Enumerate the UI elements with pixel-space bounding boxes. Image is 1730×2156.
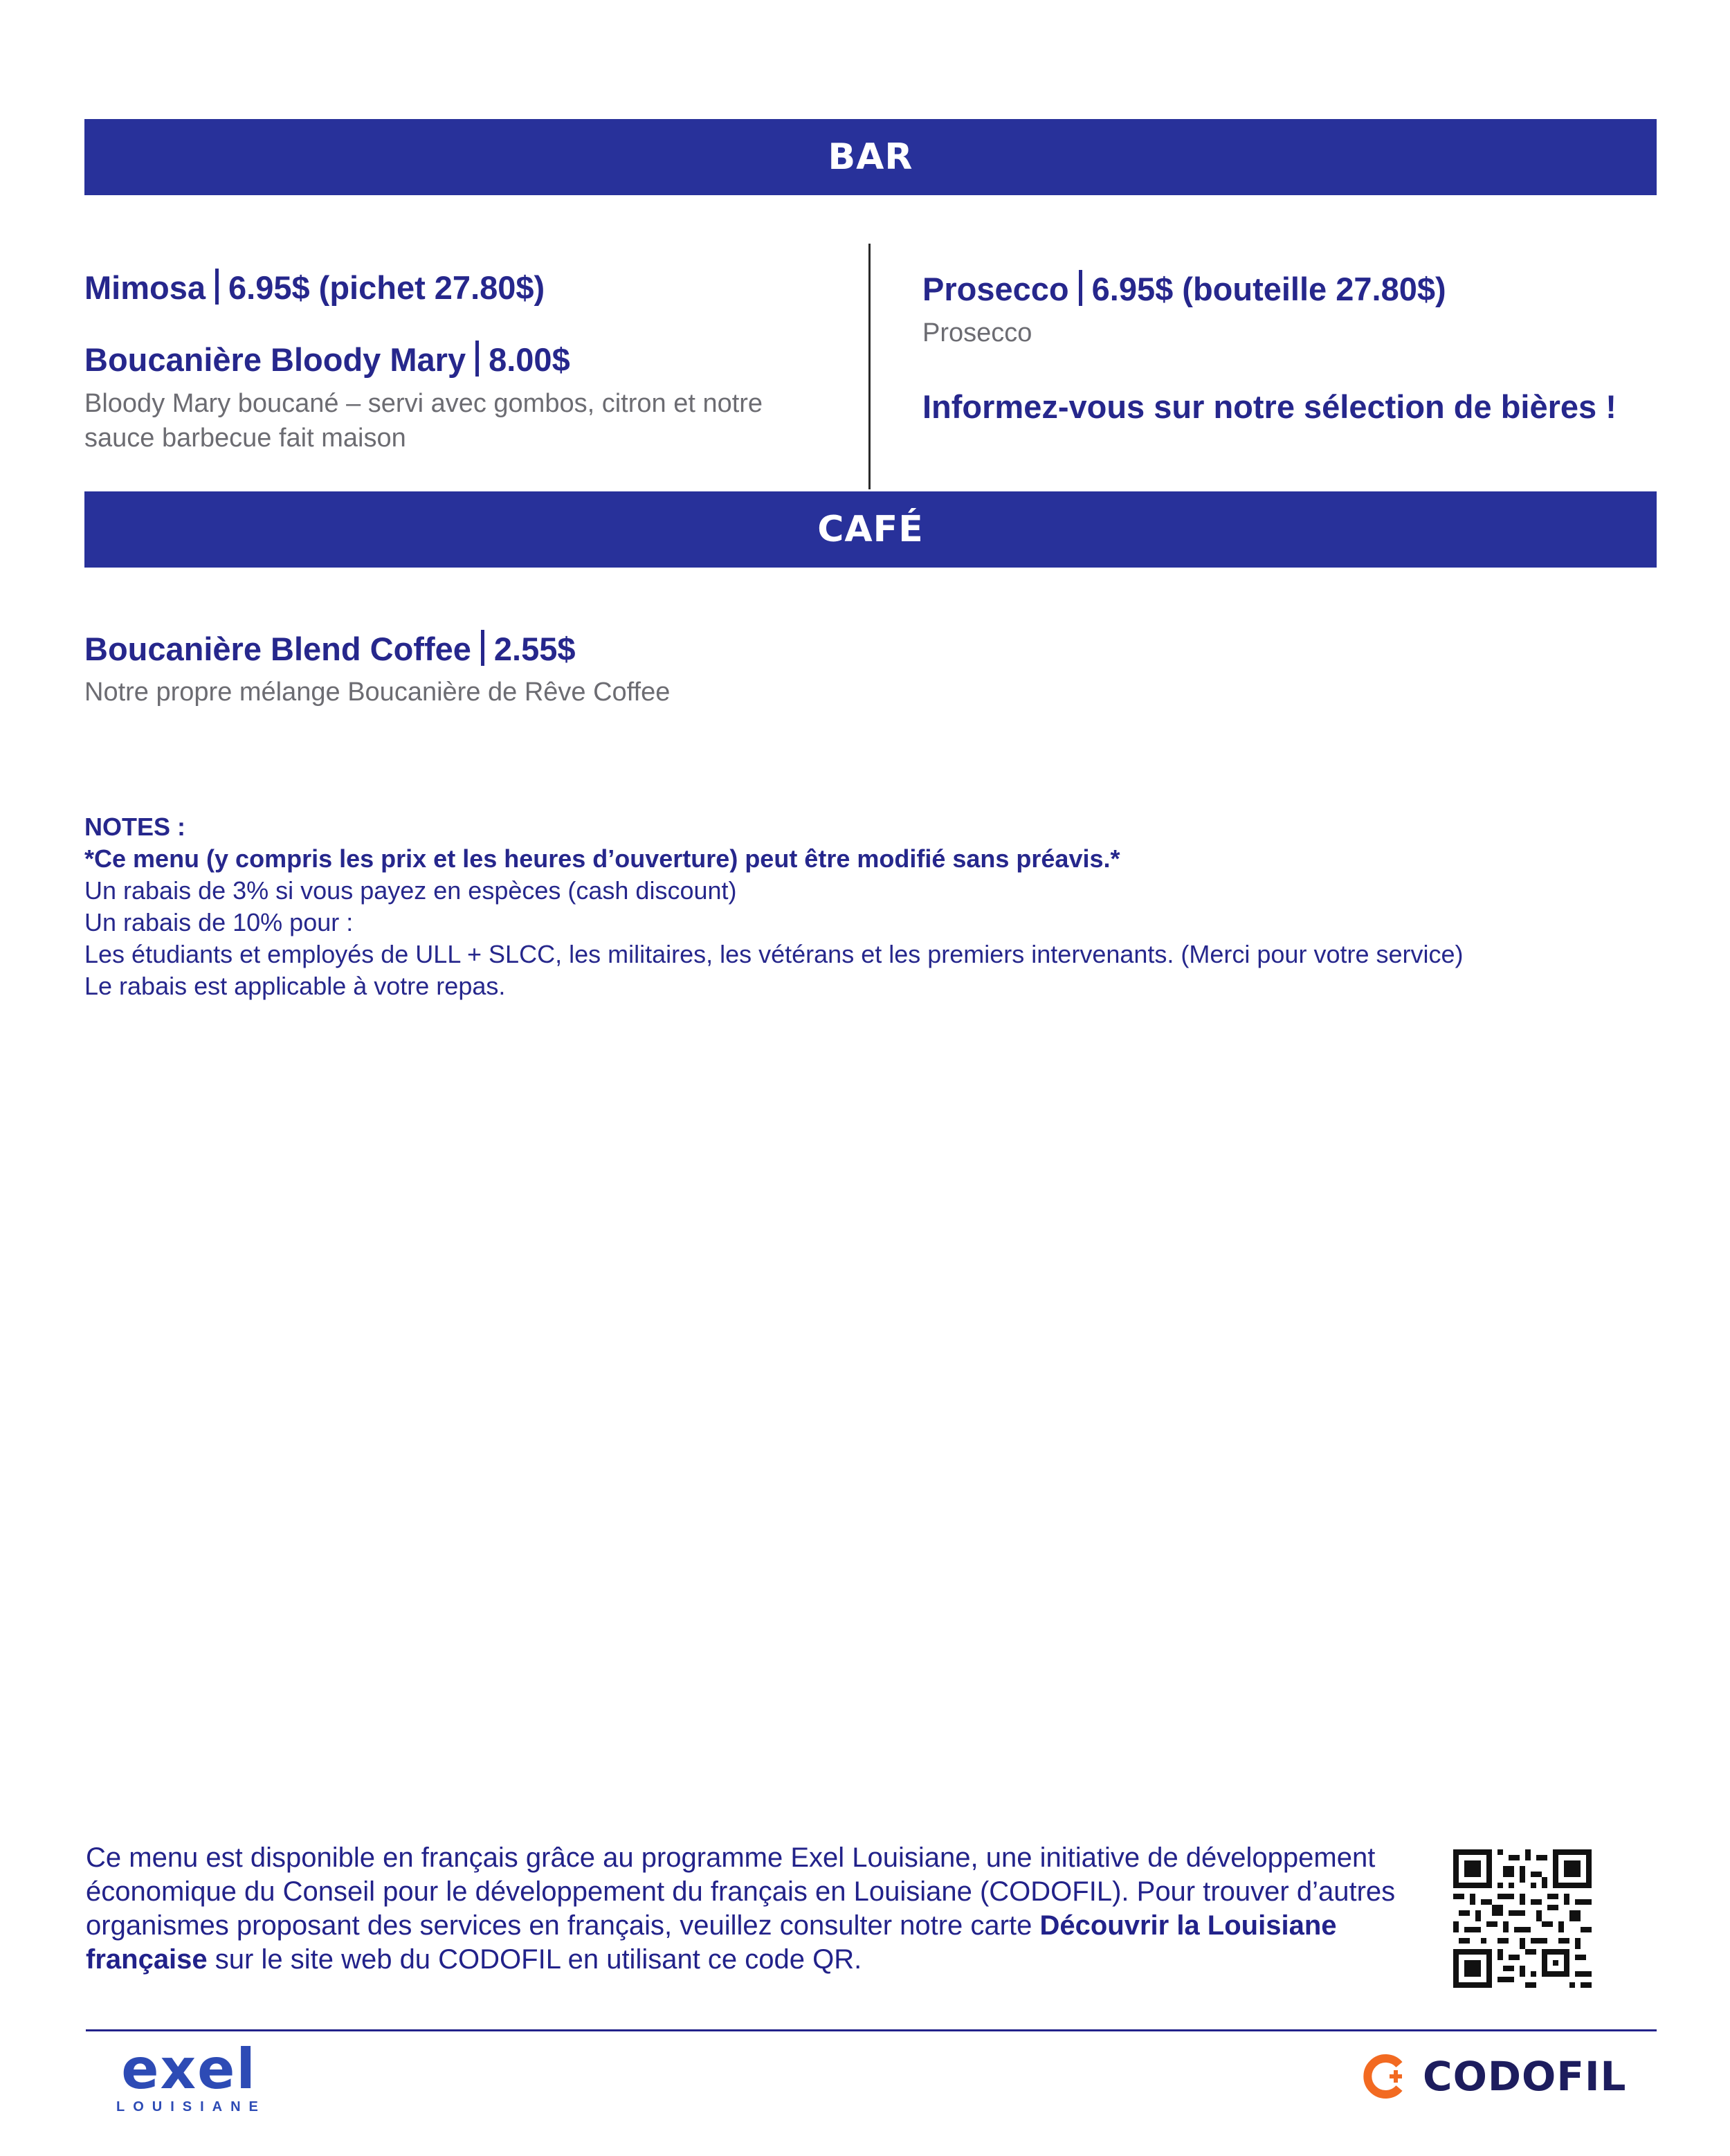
bloody-mary-name: Boucanière Bloody Mary [84,341,466,378]
notes-line: Un rabais de 3% si vous payez en espèces (cash discount) [84,876,737,905]
notes-line: Un rabais de 10% pour : [84,908,354,936]
footer-paragraph [86,1841,1428,1977]
qr-code-icon[interactable] [1453,1849,1592,1988]
codofil-emblem-icon [1363,2052,1412,2101]
footer-text-part: Ce menu est disponible en français grâce au programme Exel Louisiane, une initiative de développement économique du Conseil pour le développement du français en Louisiane (CODOFIL). Pour trouver d’autres organismes proposant des services en français, veuillez consulter notre carte [86,1842,1396,1941]
cafe-section-header: CAFÉ [84,491,1657,568]
map-link-text: Découvrir la Louisiane française [86,1910,1337,1975]
separator [1079,270,1082,306]
codofil-logo [1363,2049,1626,2104]
separator [215,269,219,305]
coffee-title [84,630,576,668]
exel-logo [116,2037,266,2115]
coffee-description: Notre propre mélange Boucanière de Rêve Coffee [84,678,671,707]
notes-title: NOTES : [84,813,186,841]
prosecco-price: 6.95$ (bouteille 27.80$) [1091,271,1446,307]
bloody-mary-price: 8.00$ [489,341,570,378]
mimosa-title [84,269,545,307]
mimosa-price: 6.95$ (pichet 27.80$) [228,269,545,306]
separator [475,341,479,377]
exel-logo-text: exel [121,2037,257,2101]
prosecco-name: Prosecco [922,271,1069,307]
notes-warning: *Ce menu (y compris les prix et les heures d’ouverture) peut être modifié sans préavis.* [84,844,1120,873]
coffee-price: 2.55$ [493,631,576,667]
prosecco-title [922,270,1446,308]
column-divider [868,244,871,489]
exel-logo-subtitle: LOUISIANE [116,2099,266,2114]
bloody-mary-title [84,341,570,379]
footer-text-part: sur le site web du CODOFIL en utilisant ce code QR. [207,1944,862,1975]
prosecco-description: Prosecco [922,318,1032,347]
bloody-mary-description: Bloody Mary boucané – servi avec gombos, citron et notre sauce barbecue fait maison [84,389,763,453]
mimosa-name: Mimosa [84,269,206,306]
separator [481,630,484,666]
coffee-name: Boucanière Blend Coffee [84,631,471,667]
bar-section-header: BAR [84,119,1657,195]
notes-line: Le rabais est applicable à votre repas. [84,972,506,1000]
notes-line: Les étudiants et employés de ULL + SLCC, les militaires, les vétérans et les premiers intervenants. (Merci pour votre service) [84,940,1464,968]
footer-rule [86,2029,1657,2031]
codofil-logo-text: CODOFIL [1423,2053,1627,2100]
beer-selection-note: Informez-vous sur notre sélection de bières ! [922,388,1617,425]
notes-block [84,811,1641,1002]
